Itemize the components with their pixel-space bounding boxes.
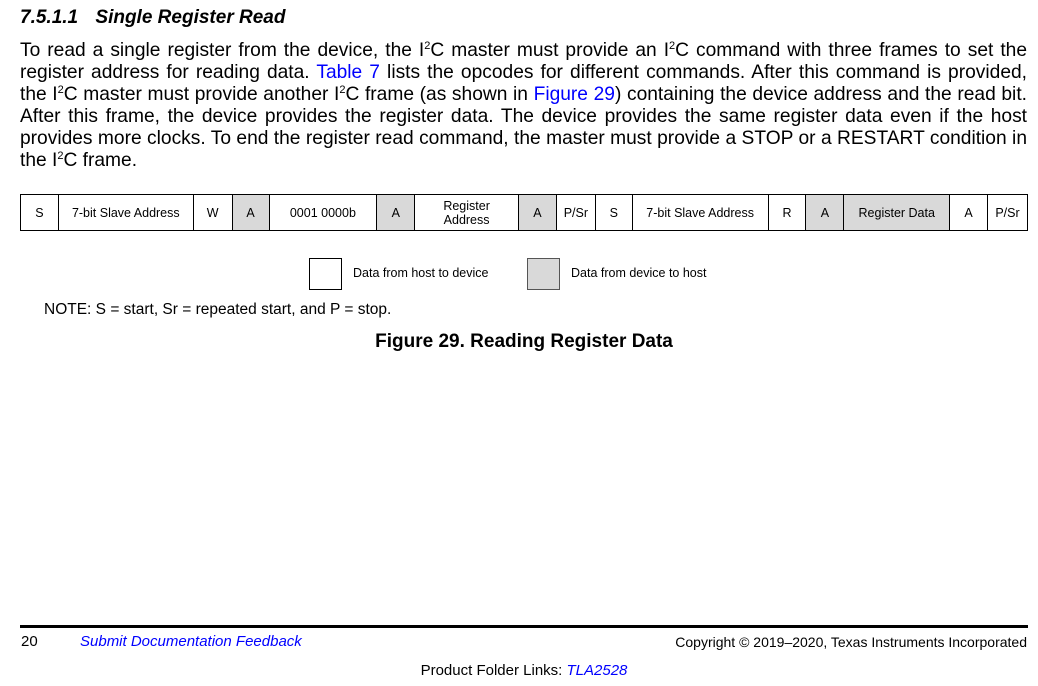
frame-cell [769, 195, 807, 230]
frame-cell-label: A [391, 205, 400, 220]
frame-cell-label: A [964, 205, 973, 220]
frame-cell-label: 7-bit Slave Address [71, 205, 180, 220]
section-title: Single Register Read [95, 7, 286, 28]
frame-cell-label: 7-bit Slave Address [646, 205, 754, 220]
frame-cell [270, 195, 378, 230]
frame-cell-label: A [820, 205, 830, 220]
section-heading [20, 7, 285, 29]
product-links-label: Product Folder Links: [420, 662, 567, 679]
superscript: 2 [669, 40, 676, 52]
text-run: C master must provide another I [63, 84, 340, 105]
page-number: 20 [21, 633, 38, 650]
i2c-frame-diagram [20, 194, 1028, 231]
frame-cell [806, 195, 844, 230]
frame-cell-label: 0001 0000b [289, 205, 356, 220]
frame-cell [988, 195, 1027, 230]
body-paragraph [20, 40, 1027, 172]
figure-caption: Figure 29. Reading Register Data [375, 331, 673, 352]
figure-note: NOTE: S = start, Sr = repeated start, and P = stop. [44, 301, 392, 318]
frame-cell [377, 195, 415, 230]
frame-cell [233, 195, 270, 230]
frame-cell-label: P/Sr [995, 205, 1020, 220]
product-link-tla2528[interactable]: TLA2528 [566, 662, 628, 679]
superscript: 2 [57, 84, 64, 96]
product-folder-links [0, 662, 1038, 679]
text-run: C master must provide an I [430, 40, 670, 61]
legend-swatch-host-to-device [309, 258, 342, 290]
frame-cell-label: S [35, 205, 44, 220]
frame-cell [519, 195, 557, 230]
copyright-notice: Copyright © 2019–2020, Texas Instruments Incorporated [675, 634, 1027, 650]
table-7-link[interactable]: Table 7 [316, 62, 380, 83]
frame-cell [59, 195, 194, 230]
superscript: 2 [57, 150, 64, 162]
superscript: 2 [339, 84, 346, 96]
frame-cell-label: R [782, 205, 792, 220]
frame-cell [415, 195, 519, 230]
text-run: C frame. [63, 150, 138, 171]
submit-feedback-link[interactable]: Submit Documentation Feedback [80, 633, 302, 650]
legend-swatch-device-to-host [527, 258, 560, 290]
text-run: To read a single register from the device, the I [20, 40, 425, 61]
section-number: 7.5.1.1 [20, 7, 79, 28]
frame-cell [596, 195, 633, 230]
footer-divider [20, 625, 1028, 628]
figure-29-link[interactable]: Figure 29 [533, 84, 615, 105]
text-run: ) containing the device address and the read bit. After this frame, the device provides the register data. The device provides the same register data even if the host provides more clocks. To end the register read command, the master must provide a STOP or a RESTART condition in the I [20, 84, 1027, 171]
frame-cell [950, 195, 988, 230]
frame-cell [633, 195, 769, 230]
frame-cell [194, 195, 233, 230]
frame-cell-label: A [533, 205, 542, 220]
frame-cell-label: P/Sr [563, 205, 589, 220]
frame-cell-label: S [609, 205, 618, 220]
text-run: C command with three frames to set the register address for reading data. [20, 40, 1027, 83]
frame-cell-label: W [206, 205, 219, 220]
frame-cell [844, 195, 950, 230]
legend-label-device-to-host: Data from device to host [571, 266, 707, 280]
superscript: 2 [424, 40, 431, 52]
frame-cell-label: Register Data [858, 205, 935, 220]
text-run: C frame (as shown in [345, 84, 534, 105]
frame-cell [21, 195, 59, 230]
legend-label-host-to-device: Data from host to device [353, 266, 489, 280]
frame-cell-label: Register Address [443, 198, 490, 227]
text-run: lists the opcodes for different commands. After this command is provided, the I [20, 62, 1027, 105]
frame-cell-label: A [246, 205, 255, 220]
frame-cell [557, 195, 596, 230]
